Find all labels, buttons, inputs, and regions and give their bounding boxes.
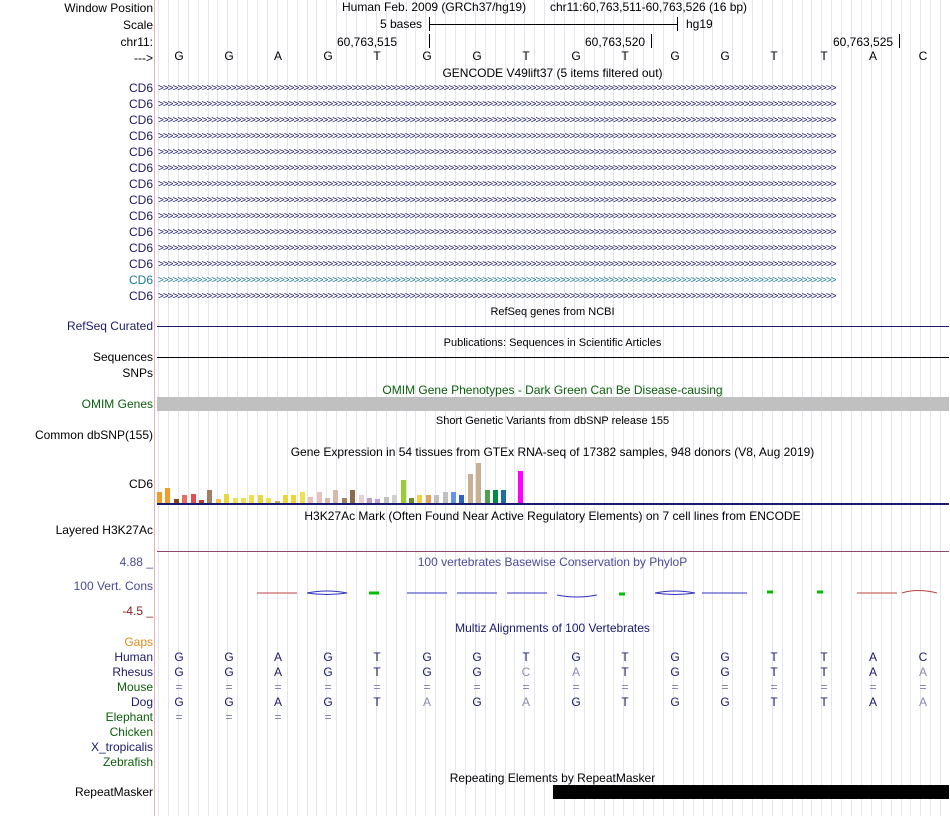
alignment-base: G: [174, 665, 184, 679]
base-letter: G: [720, 49, 730, 63]
alignment-base: =: [671, 680, 679, 694]
alignment-base: A: [273, 665, 282, 679]
gtex-bar[interactable]: [392, 495, 397, 503]
alignment-base: G: [571, 650, 581, 664]
gencode-transcript-line[interactable]: >>>>>>>>>>>>>>>>>>>>>>>>>>>>>>>>>>>>>>>>>>>>>>>>>>>>>>>>>>>>>>>>>>>>>>>>>>>>>>>>>>>>>>>>>>>>>>>>>>>>>>>>>>>>>>>>>>>>>>>>>>>>>>>>>>>>>>>>>>>>: [158, 147, 836, 158]
gencode-item-label[interactable]: CD6: [128, 161, 153, 175]
alignment-base: T: [621, 695, 629, 709]
alignment-base: T: [820, 650, 828, 664]
alignment-base: =: [721, 680, 729, 694]
gencode-transcript-line[interactable]: >>>>>>>>>>>>>>>>>>>>>>>>>>>>>>>>>>>>>>>>>>>>>>>>>>>>>>>>>>>>>>>>>>>>>>>>>>>>>>>>>>>>>>>>>>>>>>>>>>>>>>>>>>>>>>>>>>>>>>>>>>>>>>>>>>>>>>>>>>>>: [158, 243, 836, 254]
alignment-base: C: [521, 665, 531, 679]
gencode-item-label[interactable]: CD6: [128, 129, 153, 143]
alignment-base: A: [273, 695, 282, 709]
window-position-label: Window Position: [64, 1, 153, 15]
gtex-bar-chart[interactable]: [157, 461, 557, 503]
tick-mark-3: [899, 34, 900, 48]
base-letter: G: [224, 49, 234, 63]
alignment-base: G: [720, 695, 730, 709]
omim-bar[interactable]: [157, 397, 949, 411]
cons-title[interactable]: 100 vertebrates Basewise Conservation by PhyloP: [417, 555, 688, 569]
alignment-base: G: [323, 650, 333, 664]
alignment-base: T: [373, 650, 381, 664]
species-label[interactable]: Chicken: [109, 725, 153, 739]
alignment-base: T: [770, 665, 778, 679]
alignment-base: A: [273, 650, 282, 664]
refseq-label[interactable]: RefSeq Curated: [66, 319, 153, 333]
base-letter: T: [820, 49, 828, 63]
alignment-base: =: [225, 710, 233, 724]
base-letter: G: [174, 49, 184, 63]
species-label[interactable]: Dog: [130, 695, 153, 709]
gtex-bar[interactable]: [249, 495, 254, 503]
cons-min-label: -4.5 _: [122, 604, 153, 618]
base-letter: G: [670, 49, 680, 63]
alignment-base: T: [522, 650, 530, 664]
dbsnp-label[interactable]: Common dbSNP(155): [34, 428, 153, 442]
repeatmasker-title[interactable]: Repeating Elements by RepeatMasker: [449, 771, 656, 785]
alignment-base: G: [571, 695, 581, 709]
alignment-base: A: [868, 650, 877, 664]
gtex-bar[interactable]: [191, 494, 196, 503]
gencode-transcript-line[interactable]: >>>>>>>>>>>>>>>>>>>>>>>>>>>>>>>>>>>>>>>>>>>>>>>>>>>>>>>>>>>>>>>>>>>>>>>>>>>>>>>>>>>>>>>>>>>>>>>>>>>>>>>>>>>>>>>>>>>>>>>>>>>>>>>>>>>>>>>>>>>>: [158, 227, 836, 238]
base-letter: G: [571, 49, 581, 63]
base-letter: T: [373, 49, 381, 63]
alignment-base: G: [174, 650, 184, 664]
gencode-transcript-line[interactable]: >>>>>>>>>>>>>>>>>>>>>>>>>>>>>>>>>>>>>>>>>>>>>>>>>>>>>>>>>>>>>>>>>>>>>>>>>>>>>>>>>>>>>>>>>>>>>>>>>>>>>>>>>>>>>>>>>>>>>>>>>>>>>>>>>>>>>>>>>>>>: [158, 163, 836, 174]
alignment-base: G: [670, 650, 680, 664]
snps-label: SNPs: [122, 366, 153, 380]
gencode-item-label[interactable]: CD6: [128, 225, 153, 239]
gencode-item-label[interactable]: CD6: [128, 209, 153, 223]
species-label[interactable]: Elephant: [105, 710, 153, 724]
gencode-item-label[interactable]: CD6: [128, 113, 153, 127]
gtex-bar[interactable]: [468, 474, 473, 503]
alignment-base: =: [274, 680, 282, 694]
base-letter: G: [422, 49, 432, 63]
gtex-bar[interactable]: [157, 492, 162, 503]
alignment-base: T: [373, 665, 381, 679]
publications-label[interactable]: Sequences: [92, 350, 153, 364]
gtex-bar[interactable]: [518, 471, 523, 503]
species-label[interactable]: Mouse: [116, 680, 153, 694]
base-letter: G: [323, 49, 333, 63]
alignment-base: T: [373, 695, 381, 709]
gtex-bar[interactable]: [333, 490, 338, 503]
gtex-bar[interactable]: [317, 492, 322, 503]
gtex-bar[interactable]: [300, 492, 305, 503]
gtex-bar[interactable]: [258, 495, 263, 503]
gtex-title[interactable]: Gene Expression in 54 tissues from GTEx RNA-seq of 17382 samples, 948 donors (V8, Aug 2019): [290, 445, 815, 459]
alignment-base: T: [770, 650, 778, 664]
scale-bar: [429, 24, 677, 25]
tick-label-2: 60,763,520: [585, 35, 646, 49]
gtex-bar[interactable]: [359, 495, 364, 503]
gencode-item-label[interactable]: CD6: [128, 145, 153, 159]
alignment-base: T: [770, 695, 778, 709]
gencode-transcript-line[interactable]: >>>>>>>>>>>>>>>>>>>>>>>>>>>>>>>>>>>>>>>>>>>>>>>>>>>>>>>>>>>>>>>>>>>>>>>>>>>>>>>>>>>>>>>>>>>>>>>>>>>>>>>>>>>>>>>>>>>>>>>>>>>>>>>>>>>>>>>>>>>>: [158, 99, 836, 110]
gencode-transcript-line[interactable]: >>>>>>>>>>>>>>>>>>>>>>>>>>>>>>>>>>>>>>>>>>>>>>>>>>>>>>>>>>>>>>>>>>>>>>>>>>>>>>>>>>>>>>>>>>>>>>>>>>>>>>>>>>>>>>>>>>>>>>>>>>>>>>>>>>>>>>>>>>>>: [158, 211, 836, 222]
multiz-title[interactable]: Multiz Alignments of 100 Vertebrates: [455, 621, 650, 635]
base-letter: T: [522, 49, 530, 63]
gencode-transcript-line[interactable]: >>>>>>>>>>>>>>>>>>>>>>>>>>>>>>>>>>>>>>>>>>>>>>>>>>>>>>>>>>>>>>>>>>>>>>>>>>>>>>>>>>>>>>>>>>>>>>>>>>>>>>>>>>>>>>>>>>>>>>>>>>>>>>>>>>>>>>>>>>>>: [158, 275, 836, 286]
omim-title[interactable]: OMIM Gene Phenotypes - Dark Green Can Be Disease-causing: [382, 383, 723, 397]
publications-line[interactable]: [157, 357, 949, 358]
alignment-base: G: [472, 695, 482, 709]
species-label[interactable]: Zebrafish: [102, 755, 153, 769]
alignment-base: G: [422, 665, 432, 679]
cons-label[interactable]: 100 Vert. Cons: [73, 579, 153, 593]
alignment-base: A: [422, 695, 431, 709]
gtex-bar[interactable]: [476, 463, 481, 503]
assembly-title: Human Feb. 2009 (GRCh37/hg19): [342, 0, 527, 14]
cons-max-label: 4.88 _: [119, 555, 153, 569]
gtex-bar[interactable]: [401, 480, 406, 503]
cons-wiggle[interactable]: [157, 585, 949, 601]
alignment-base: G: [670, 695, 680, 709]
alignment-base: =: [820, 680, 828, 694]
gencode-title[interactable]: GENCODE V49lift37 (5 items filtered out): [442, 66, 663, 80]
publications-title[interactable]: Publications: Sequences in Scientific Articles: [443, 337, 662, 349]
alignment-base: G: [422, 650, 432, 664]
alignment-base: G: [224, 665, 234, 679]
base-letter: T: [621, 49, 629, 63]
gencode-transcript-line[interactable]: >>>>>>>>>>>>>>>>>>>>>>>>>>>>>>>>>>>>>>>>>>>>>>>>>>>>>>>>>>>>>>>>>>>>>>>>>>>>>>>>>>>>>>>>>>>>>>>>>>>>>>>>>>>>>>>>>>>>>>>>>>>>>>>>>>>>>>>>>>>>: [158, 115, 836, 126]
refseq-title[interactable]: RefSeq genes from NCBI: [490, 306, 615, 318]
alignment-base: =: [225, 680, 233, 694]
alignment-base: =: [324, 710, 332, 724]
alignment-base: =: [919, 680, 927, 694]
alignment-base: =: [621, 680, 629, 694]
gencode-transcript-line[interactable]: >>>>>>>>>>>>>>>>>>>>>>>>>>>>>>>>>>>>>>>>>>>>>>>>>>>>>>>>>>>>>>>>>>>>>>>>>>>>>>>>>>>>>>>>>>>>>>>>>>>>>>>>>>>>>>>>>>>>>>>>>>>>>>>>>>>>>>>>>>>>: [158, 195, 836, 206]
alignment-base: G: [720, 665, 730, 679]
alignment-base: G: [472, 650, 482, 664]
gtex-bar[interactable]: [426, 495, 431, 503]
gtex-bar[interactable]: [350, 490, 355, 503]
gtex-bar[interactable]: [207, 490, 212, 503]
alignment-base: G: [224, 650, 234, 664]
alignment-base: =: [522, 680, 530, 694]
gencode-transcript-line[interactable]: >>>>>>>>>>>>>>>>>>>>>>>>>>>>>>>>>>>>>>>>>>>>>>>>>>>>>>>>>>>>>>>>>>>>>>>>>>>>>>>>>>>>>>>>>>>>>>>>>>>>>>>>>>>>>>>>>>>>>>>>>>>>>>>>>>>>>>>>>>>>: [158, 83, 836, 94]
alignment-base: G: [323, 695, 333, 709]
alignment-base: =: [175, 680, 183, 694]
species-label[interactable]: X_tropicalis: [90, 740, 153, 754]
base-letter: A: [868, 49, 877, 63]
scale-db: hg19: [686, 17, 713, 31]
alignment-base: =: [572, 680, 580, 694]
gencode-item-label[interactable]: CD6: [128, 193, 153, 207]
base-letter: T: [770, 49, 778, 63]
position-text[interactable]: chr11:60,763,511-60,763,526 (16 bp): [550, 0, 748, 14]
gencode-item-label[interactable]: CD6: [128, 289, 153, 303]
alignment-base: A: [918, 665, 927, 679]
alignment-base: A: [571, 665, 580, 679]
gaps-label: Gaps: [124, 635, 153, 649]
gtex-bar[interactable]: [165, 488, 170, 503]
alignment-base: =: [274, 710, 282, 724]
alignment-base: A: [868, 695, 877, 709]
alignment-base: =: [373, 680, 381, 694]
alignment-base: G: [224, 695, 234, 709]
h3k27ac-title[interactable]: H3K27Ac Mark (Often Found Near Active Regulatory Elements) on 7 cell lines from ENCODE: [304, 509, 801, 523]
omim-label[interactable]: OMIM Genes: [81, 397, 153, 411]
strand-arrow-label: --->: [134, 51, 153, 65]
gencode-transcript-line[interactable]: >>>>>>>>>>>>>>>>>>>>>>>>>>>>>>>>>>>>>>>>>>>>>>>>>>>>>>>>>>>>>>>>>>>>>>>>>>>>>>>>>>>>>>>>>>>>>>>>>>>>>>>>>>>>>>>>>>>>>>>>>>>>>>>>>>>>>>>>>>>>: [158, 259, 836, 270]
gtex-bar[interactable]: [283, 495, 288, 503]
alignment-base: A: [868, 665, 877, 679]
alignment-base: =: [770, 680, 778, 694]
alignment-base: A: [521, 695, 530, 709]
h3k27ac-baseline: [157, 551, 949, 552]
alignment-base: A: [918, 695, 927, 709]
repeatmasker-label[interactable]: RepeatMasker: [74, 785, 153, 799]
species-label[interactable]: Rhesus: [112, 665, 153, 679]
alignment-base: T: [820, 665, 828, 679]
alignment-base: =: [324, 680, 332, 694]
gtex-bar[interactable]: [182, 495, 187, 503]
gencode-transcript-line[interactable]: >>>>>>>>>>>>>>>>>>>>>>>>>>>>>>>>>>>>>>>>>>>>>>>>>>>>>>>>>>>>>>>>>>>>>>>>>>>>>>>>>>>>>>>>>>>>>>>>>>>>>>>>>>>>>>>>>>>>>>>>>>>>>>>>>>>>>>>>>>>>: [158, 179, 836, 190]
gencode-transcript-line[interactable]: >>>>>>>>>>>>>>>>>>>>>>>>>>>>>>>>>>>>>>>>>>>>>>>>>>>>>>>>>>>>>>>>>>>>>>>>>>>>>>>>>>>>>>>>>>>>>>>>>>>>>>>>>>>>>>>>>>>>>>>>>>>>>>>>>>>>>>>>>>>>: [158, 291, 836, 302]
gtex-bar[interactable]: [493, 490, 498, 503]
gtex-bar[interactable]: [459, 495, 464, 503]
gtex-bar[interactable]: [417, 495, 422, 503]
scale-label: Scale: [122, 18, 153, 32]
gtex-bar[interactable]: [443, 492, 448, 503]
gencode-item-label[interactable]: CD6: [128, 81, 153, 95]
tick-mark-2: [651, 34, 652, 48]
dbsnp-title[interactable]: Short Genetic Variants from dbSNP release 155: [435, 415, 670, 427]
alignment-base: T: [621, 650, 629, 664]
alignment-base: T: [820, 695, 828, 709]
tick-label-1: 60,763,515: [337, 35, 398, 49]
gtex-bar[interactable]: [291, 495, 296, 503]
alignment-base: T: [621, 665, 629, 679]
scale-bar-left-tick: [429, 17, 430, 31]
alignment-base: =: [423, 680, 431, 694]
left-border: [154, 0, 155, 816]
gtex-label[interactable]: CD6: [128, 477, 153, 491]
base-letter: G: [472, 49, 482, 63]
refseq-line[interactable]: [157, 326, 949, 327]
alignment-base: G: [174, 695, 184, 709]
gtex-baseline: [157, 503, 949, 505]
gtex-bar[interactable]: [501, 490, 506, 503]
gtex-bar[interactable]: [434, 495, 439, 503]
species-label[interactable]: Human: [114, 650, 153, 664]
alignment-base: =: [175, 710, 183, 724]
scale-bar-right-tick: [677, 17, 678, 31]
gencode-item-label[interactable]: CD6: [128, 97, 153, 111]
gencode-transcript-line[interactable]: >>>>>>>>>>>>>>>>>>>>>>>>>>>>>>>>>>>>>>>>>>>>>>>>>>>>>>>>>>>>>>>>>>>>>>>>>>>>>>>>>>>>>>>>>>>>>>>>>>>>>>>>>>>>>>>>>>>>>>>>>>>>>>>>>>>>>>>>>>>>: [158, 131, 836, 142]
tick-mark-1: [429, 34, 430, 48]
gencode-item-label[interactable]: CD6: [128, 177, 153, 191]
alignment-base: =: [869, 680, 877, 694]
alignment-base: C: [918, 650, 928, 664]
tick-label-3: 60,763,525: [833, 35, 894, 49]
gencode-item-label[interactable]: CD6: [128, 241, 153, 255]
alignment-base: G: [472, 665, 482, 679]
base-letter: C: [918, 49, 928, 63]
alignment-base: G: [323, 665, 333, 679]
gtex-bar[interactable]: [224, 494, 229, 503]
scale-text: 5 bases: [380, 17, 423, 31]
gtex-bar[interactable]: [485, 490, 490, 503]
repeatmasker-block[interactable]: [553, 785, 949, 799]
h3k27ac-label[interactable]: Layered H3K27Ac: [55, 523, 153, 537]
base-letter: A: [273, 49, 282, 63]
alignment-base: G: [670, 665, 680, 679]
alignment-base: =: [473, 680, 481, 694]
gencode-item-label[interactable]: CD6: [128, 257, 153, 271]
chr-label: chr11:: [120, 35, 153, 49]
gtex-bar[interactable]: [451, 492, 456, 503]
gencode-item-label[interactable]: CD6: [128, 273, 153, 287]
alignment-base: G: [720, 650, 730, 664]
